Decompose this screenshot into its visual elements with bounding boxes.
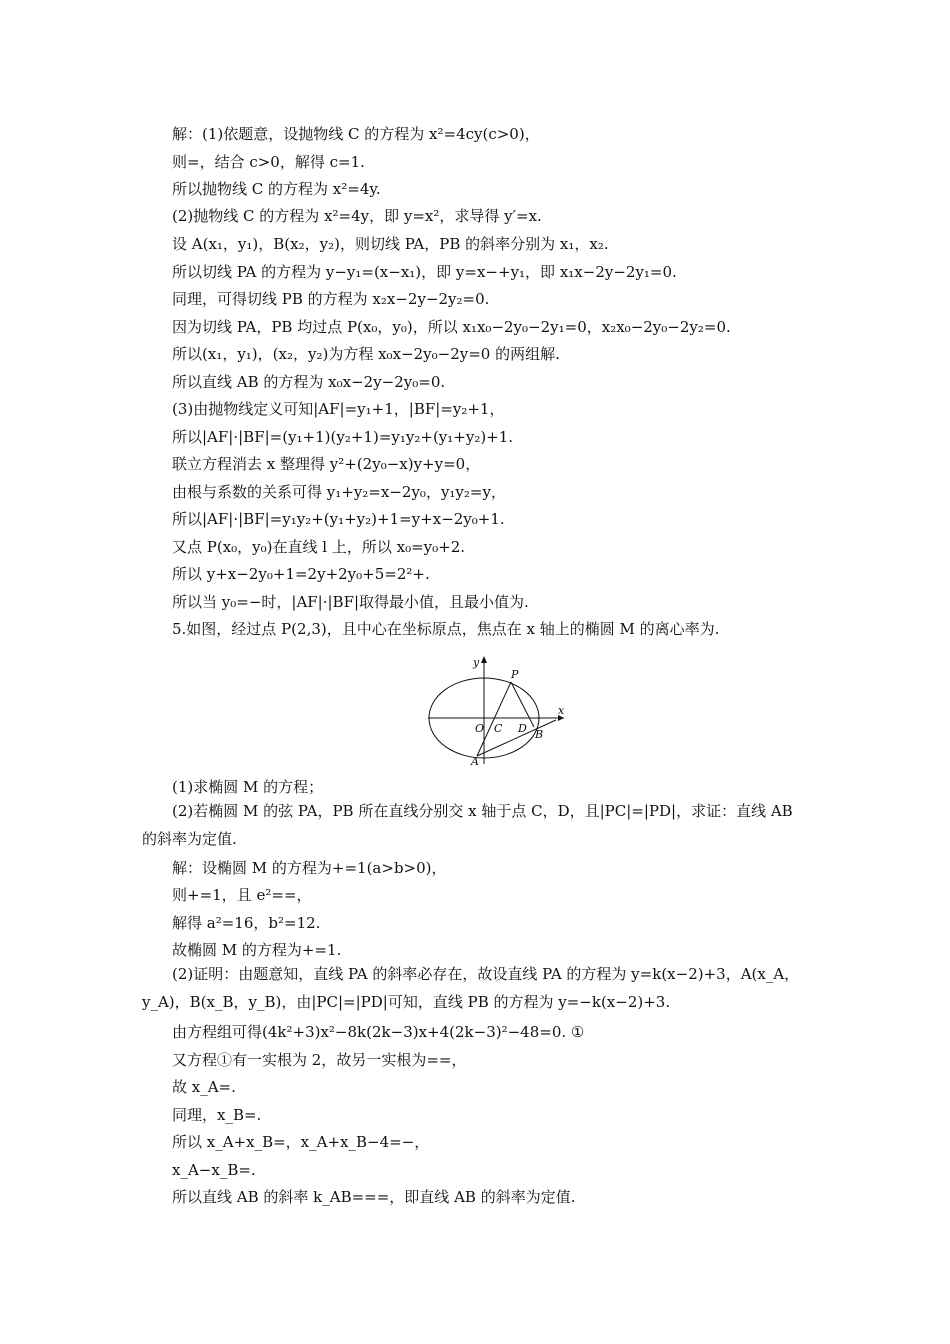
text-line: 联立方程消去 x 整理得 y²+(2y₀−x)y+y=0， bbox=[172, 455, 481, 473]
label-y: y bbox=[473, 656, 480, 669]
text-line: 则=，结合 c>0，解得 c=1. bbox=[172, 153, 365, 171]
question-1: (1)求椭圆 M 的方程； bbox=[172, 778, 324, 796]
proof-paragraph: (2)证明：由题意知，直线 PA 的斜率必存在，故设直线 PA 的方程为 y=k(x−2)+3，A(x_A，y_A)，B(x_B，y_B)，由|PC|=|PD|可知，直线 PB 的方程为 y=−k(x−2)+3. bbox=[142, 965, 800, 1011]
text-line: 故 x_A=. bbox=[172, 1078, 236, 1096]
text-line: (2)抛物线 C 的方程为 x²=4y，即 y=x²，求导得 y′=x. bbox=[172, 207, 542, 225]
label-p: P bbox=[511, 668, 519, 681]
text-line: 因为切线 PA，PB 均过点 P(x₀，y₀)，所以 x₁x₀−2y₀−2y₁=0，x₂x₀−2y₀−2y₂=0. bbox=[172, 318, 731, 336]
ellipse-figure bbox=[418, 652, 568, 768]
text-line: 则+=1，且 e²==， bbox=[172, 886, 312, 904]
problem-5-statement: 5.如图，经过点 P(2,3)，且中心在坐标原点，焦点在 x 轴上的椭圆 M 的离心率为. bbox=[172, 620, 720, 638]
text-line: 所以直线 AB 的方程为 x₀x−2y−2y₀=0. bbox=[172, 373, 446, 391]
text-line: 所以直线 AB 的斜率 k_AB===，即直线 AB 的斜率为定值. bbox=[172, 1188, 576, 1206]
text-line: 所以|AF|·|BF|=y₁y₂+(y₁+y₂)+1=y+x−2y₀+1. bbox=[172, 510, 505, 528]
text-line: 由方程组可得(4k²+3)x²−8k(2k−3)x+4(2k−3)²−48=0. ① bbox=[172, 1023, 585, 1041]
line-pa bbox=[477, 682, 511, 756]
text-line: 解得 a²=16，b²=12. bbox=[172, 914, 321, 932]
label-x: x bbox=[558, 704, 565, 717]
label-o: O bbox=[475, 722, 485, 735]
y-axis-arrow bbox=[481, 656, 487, 663]
label-d: D bbox=[518, 722, 527, 735]
text-line: 解：设椭圆 M 的方程为+=1(a>b>0)， bbox=[172, 859, 447, 877]
text-line: 设 A(x₁，y₁)，B(x₂，y₂)，则切线 PA，PB 的斜率分别为 x₁，x₂. bbox=[172, 235, 609, 253]
text-line: 由根与系数的关系可得 y₁+y₂=x−2y₀，y₁y₂=y， bbox=[172, 483, 506, 501]
text-line: 所以 x_A+x_B=，x_A+x_B−4=−， bbox=[172, 1133, 430, 1151]
text-line: 又方程①有一实根为 2，故另一实根为==， bbox=[172, 1051, 467, 1069]
text-line: 解：(1)依题意，设抛物线 C 的方程为 x²=4cy(c>0)， bbox=[172, 125, 540, 143]
text-line: 所以抛物线 C 的方程为 x²=4y. bbox=[172, 180, 381, 198]
label-b: B bbox=[535, 728, 544, 741]
text-line: 所以|AF|·|BF|=(y₁+1)(y₂+1)=y₁y₂+(y₁+y₂)+1. bbox=[172, 428, 514, 446]
label-c: C bbox=[494, 722, 503, 735]
text-line: 所以(x₁，y₁)，(x₂，y₂)为方程 x₀x−2y₀−2y=0 的两组解. bbox=[172, 345, 560, 363]
text-line: 所以切线 PA 的方程为 y−y₁=(x−x₁)，即 y=x−+y₁，即 x₁x−2y−2y₁=0. bbox=[172, 263, 677, 281]
text-line: 同理，可得切线 PB 的方程为 x₂x−2y−2y₂=0. bbox=[172, 290, 490, 308]
line-pb bbox=[511, 682, 534, 727]
question-2: (2)若椭圆 M 的弦 PA，PB 所在直线分别交 x 轴于点 C，D，且|PC|=|PD|，求证：直线 AB 的斜率为定值. bbox=[142, 802, 793, 848]
text-line: x_A−x_B=. bbox=[172, 1161, 256, 1179]
text-line: (3)由抛物线定义可知|AF|=y₁+1，|BF|=y₂+1， bbox=[172, 400, 505, 418]
text-line: 故椭圆 M 的方程为+=1. bbox=[172, 941, 342, 959]
text-line: 所以 y+x−2y₀+1=2y+2y₀+5=2²+. bbox=[172, 565, 430, 583]
text-line: 同理，x_B=. bbox=[172, 1106, 262, 1124]
text-line: 又点 P(x₀，y₀)在直线 l 上，所以 x₀=y₀+2. bbox=[172, 538, 466, 556]
text-line: 所以当 y₀=−时，|AF|·|BF|取得最小值，且最小值为. bbox=[172, 593, 529, 611]
label-a: A bbox=[471, 755, 479, 768]
